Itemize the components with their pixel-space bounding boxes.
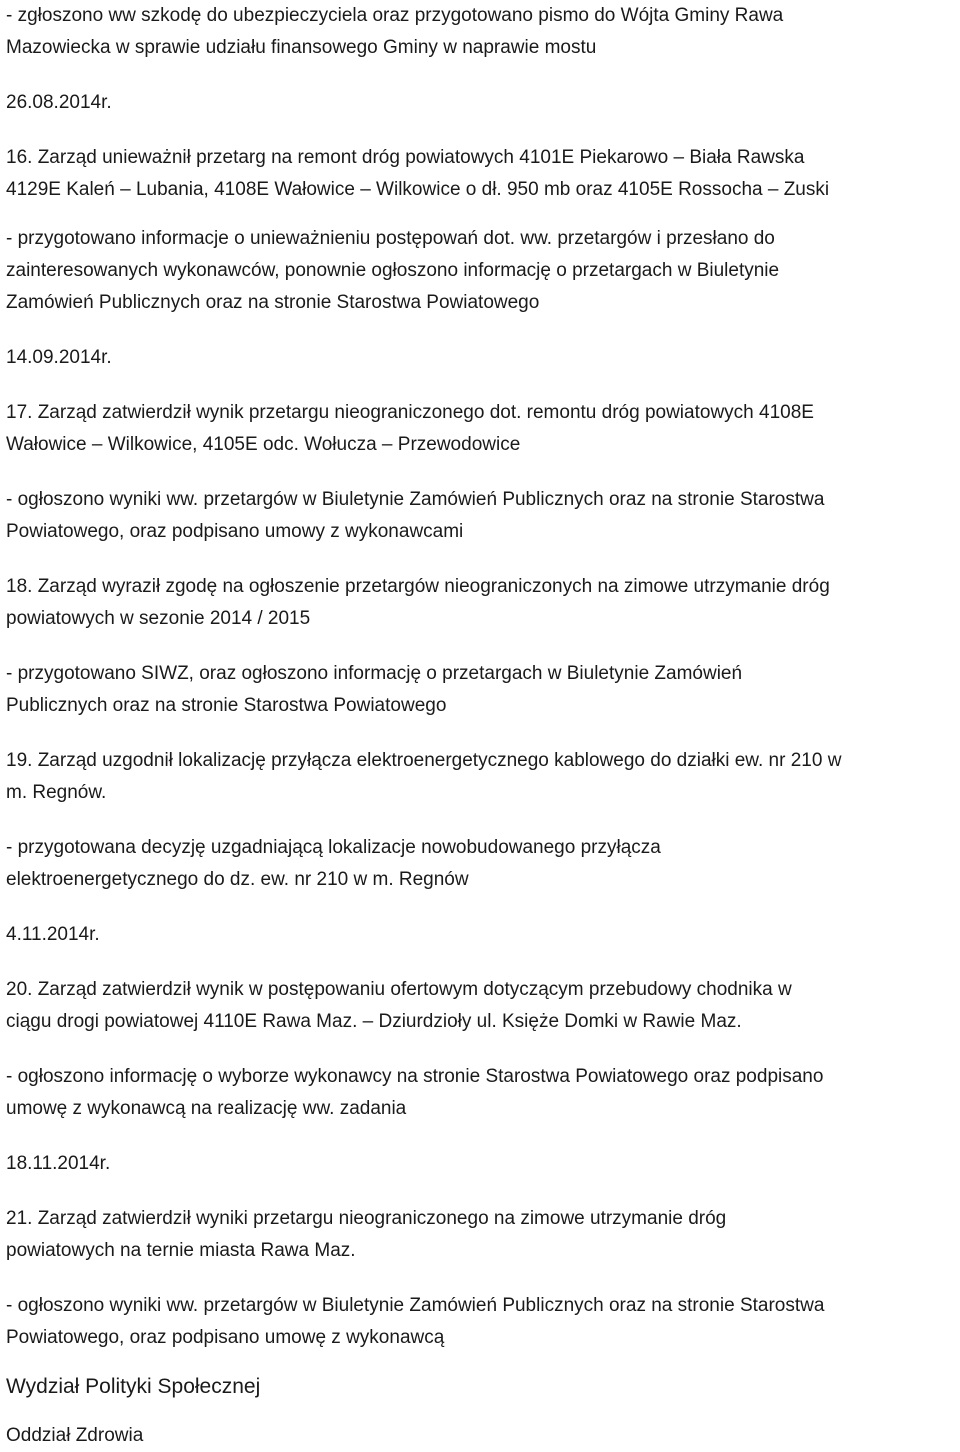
text-line: - ogłoszono informację o wyborze wykonawcy na stronie Starostwa Powiatowego oraz podpisano [6, 1066, 824, 1087]
spacer [6, 1403, 956, 1420]
spacer [6, 635, 956, 658]
date-heading [6, 1148, 956, 1180]
spacer [6, 722, 956, 745]
section-heading [6, 1371, 956, 1403]
spacer [6, 374, 956, 397]
date-heading [6, 919, 956, 951]
spacer [6, 119, 956, 142]
text-line: umowę z wykonawcą na realizację ww. zadania [6, 1098, 407, 1119]
text-line: powiatowych na ternie miasta Rawa Maz. [6, 1240, 356, 1261]
item-21-action [6, 1290, 956, 1354]
item-18-action [6, 658, 956, 722]
text-line: - ogłoszono wyniki ww. przetargów w Biuletynie Zamówień Publicznych oraz na stronie Starostwa [6, 489, 825, 510]
spacer [6, 1125, 956, 1148]
spacer [6, 461, 956, 484]
text-line: Wałowice – Wilkowice, 4105E odc. Wołucza – Przewodowice [6, 434, 521, 455]
item-16 [6, 142, 956, 206]
text-line: ciągu drogi powiatowej 4110E Rawa Maz. – Dziurdzioły ul. Księże Domki w Rawie Maz. [6, 1011, 742, 1032]
text-line: - przygotowana decyzję uzgadniającą lokalizacje nowobudowanego przyłącza [6, 837, 661, 858]
subsection-heading [6, 1420, 956, 1452]
spacer [6, 548, 956, 571]
date-text: 26.08.2014r. [6, 92, 112, 113]
text-line: 19. Zarząd uzgodnił lokalizację przyłącza elektroenergetycznego kablowego do działki ew. nr 210 w [6, 750, 842, 771]
item-17 [6, 397, 956, 461]
text-line: 4129E Kaleń – Lubania, 4108E Wałowice – Wilkowice o dł. 950 mb oraz 4105E Rossocha – Zuski [6, 179, 830, 200]
item-20 [6, 974, 956, 1038]
date-heading [6, 342, 956, 374]
date-text: 14.09.2014r. [6, 347, 112, 368]
spacer [6, 319, 956, 342]
text-line: Zamówień Publicznych oraz na stronie Starostwa Powiatowego [6, 292, 540, 313]
text-line: Publicznych oraz na stronie Starostwa Powiatowego [6, 695, 447, 716]
text-line: - przygotowano informacje o unieważnieniu postępowań dot. ww. przetargów i przesłano do [6, 228, 775, 249]
text-line: 18. Zarząd wyraził zgodę na ogłoszenie przetargów nieograniczonych na zimowe utrzymanie dróg [6, 576, 830, 597]
spacer [6, 896, 956, 919]
date-text: 4.11.2014r. [6, 924, 100, 945]
spacer [6, 951, 956, 974]
spacer [6, 1180, 956, 1203]
spacer [6, 64, 956, 87]
text-line: elektroenergetycznego do dz. ew. nr 210 w m. Regnów [6, 869, 469, 890]
paragraph-insurance-claim [6, 0, 956, 64]
text-line: Powiatowego, oraz podpisano umowy z wykonawcami [6, 521, 464, 542]
spacer [6, 1038, 956, 1061]
item-21 [6, 1203, 956, 1267]
text-line: - ogłoszono wyniki ww. przetargów w Biuletynie Zamówień Publicznych oraz na stronie Starostwa [6, 1295, 825, 1316]
text-line: m. Regnów. [6, 782, 107, 803]
date-heading [6, 87, 956, 119]
document-body [6, 0, 956, 1452]
subsection-heading-text: Oddział Zdrowia [6, 1425, 144, 1446]
spacer [6, 206, 956, 223]
text-line: 21. Zarząd zatwierdził wyniki przetargu nieograniczonego na zimowe utrzymanie dróg [6, 1208, 727, 1229]
text-line: powiatowych w sezonie 2014 / 2015 [6, 608, 311, 629]
date-text: 18.11.2014r. [6, 1153, 111, 1174]
item-16-action [6, 223, 956, 319]
text-line: zainteresowanych wykonawców, ponownie ogłoszono informację o przetargach w Biuletynie [6, 260, 780, 281]
spacer [6, 809, 956, 832]
item-19-action [6, 832, 956, 896]
item-19 [6, 745, 956, 809]
item-18 [6, 571, 956, 635]
item-17-action [6, 484, 956, 548]
text-line: Mazowiecka w sprawie udziału finansowego Gminy w naprawie mostu [6, 37, 597, 58]
text-line: - zgłoszono ww szkodę do ubezpieczyciela oraz przygotowano pismo do Wójta Gminy Rawa [6, 5, 784, 26]
spacer [6, 1267, 956, 1290]
text-line: Powiatowego, oraz podpisano umowę z wykonawcą [6, 1327, 445, 1348]
text-line: 17. Zarząd zatwierdził wynik przetargu nieograniczonego dot. remontu dróg powiatowych 4108E [6, 402, 814, 423]
section-heading-text: Wydział Polityki Społecznej [6, 1375, 261, 1398]
text-line: - przygotowano SIWZ, oraz ogłoszono informację o przetargach w Biuletynie Zamówień [6, 663, 743, 684]
spacer [6, 1354, 956, 1371]
text-line: 20. Zarząd zatwierdził wynik w postępowaniu ofertowym dotyczącym przebudowy chodnika w [6, 979, 792, 1000]
item-20-action [6, 1061, 956, 1125]
text-line: 16. Zarząd unieważnił przetarg na remont dróg powiatowych 4101E Piekarowo – Biała Rawska [6, 147, 805, 168]
